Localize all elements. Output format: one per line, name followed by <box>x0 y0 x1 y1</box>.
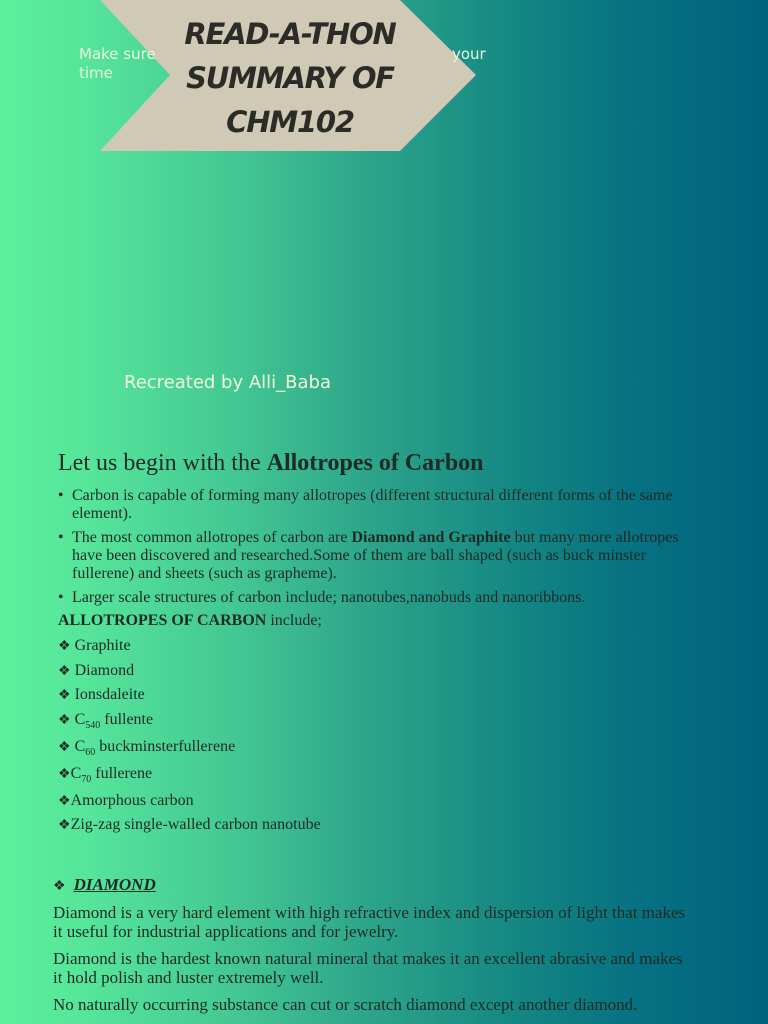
heading-plain: Let us begin with the <box>58 450 267 476</box>
diamond-paragraph: Diamond is a very hard element with high refractive index and dispersion of light that makes it useful for industrial applications and for jewelry. <box>53 903 686 941</box>
bullet-text: Larger scale structures of carbon include; nanotubes,nanobuds and nanoribbons. <box>72 589 586 606</box>
allotrope-base: C <box>74 737 86 755</box>
diamond-bullet-icon: ❖ <box>58 712 71 728</box>
bullet-item <box>58 529 698 583</box>
allotrope-label: Amorphous carbon <box>70 791 194 809</box>
allotropes-heading-bold: ALLOTROPES OF CARBON <box>58 612 267 629</box>
credit-text: Recreated by Alli_Baba <box>124 372 332 393</box>
allotrope-label: Zig-zag single-walled carbon nanotube <box>70 816 321 833</box>
allotrope-label: Graphite <box>74 637 131 654</box>
allotrope-list <box>58 636 321 840</box>
allotrope-item <box>58 710 321 737</box>
allotrope-item <box>58 636 321 661</box>
bullet-text-after: but many more allotropes have been discovered and researched.Some of them are ball shaped (such as buck minster fullerene) and sheets (such as grapheme). <box>72 529 679 582</box>
allotrope-item <box>58 815 321 840</box>
allotrope-item <box>58 685 321 710</box>
allotrope-subscript: 60 <box>85 746 96 758</box>
allotrope-subscript: 540 <box>85 719 101 731</box>
allotrope-base: C <box>74 710 86 728</box>
bullet-item <box>58 589 698 607</box>
diamond-title: DIAMOND <box>73 875 156 894</box>
bullet-text: Carbon is capable of forming many allotropes (different structural different forms of the same element). <box>72 487 673 522</box>
allotrope-label: Diamond <box>74 661 135 679</box>
diamond-bullet-icon: ❖ <box>58 688 71 703</box>
bullet-list <box>58 487 698 613</box>
diamond-bullet-icon: ❖ <box>53 879 66 894</box>
allotrope-item <box>58 737 321 764</box>
banner-title: READ-A-THON SUMMARY OF CHM102 <box>184 17 396 139</box>
allotrope-item <box>58 661 321 686</box>
heading-bold: Allotropes of Carbon <box>266 450 484 476</box>
allotropes-heading-rest: include; <box>266 612 322 629</box>
allotrope-rest: fullerene <box>91 764 153 782</box>
allotrope-item <box>58 791 321 816</box>
bullet-text-bold: Diamond and Graphite <box>351 529 511 546</box>
allotrope-rest: fullente <box>100 710 154 728</box>
diamond-bullet-icon: ❖ <box>58 739 71 755</box>
diamond-bullet-icon: ❖ <box>58 818 71 833</box>
note-left: Make sure time <box>79 45 156 82</box>
diamond-bullet-icon: ❖ <box>58 766 71 782</box>
diamond-bullet-icon: ❖ <box>58 663 71 679</box>
diamond-paragraph: Diamond is the hardest known natural mineral that makes it an excellent abrasive and makes it hold polish and luster extremely well. <box>53 949 683 987</box>
allotrope-item <box>58 764 321 791</box>
diamond-bullet-icon: ❖ <box>58 639 71 654</box>
diamond-paragraph: No naturally occurring substance can cut or scratch diamond except another diamond. <box>53 995 638 1014</box>
allotrope-label: Ionsdaleite <box>74 686 145 703</box>
allotropes-heading <box>58 612 322 630</box>
allotrope-base: C <box>70 764 82 782</box>
diamond-heading <box>53 875 156 895</box>
section-heading <box>58 450 484 477</box>
note-right: your <box>452 45 486 63</box>
allotrope-subscript: 70 <box>81 773 92 785</box>
allotrope-rest: buckminsterfullerene <box>95 737 236 755</box>
bullet-item <box>58 487 698 523</box>
diamond-bullet-icon: ❖ <box>58 793 71 809</box>
bullet-text-before: The most common allotropes of carbon are <box>72 529 352 546</box>
